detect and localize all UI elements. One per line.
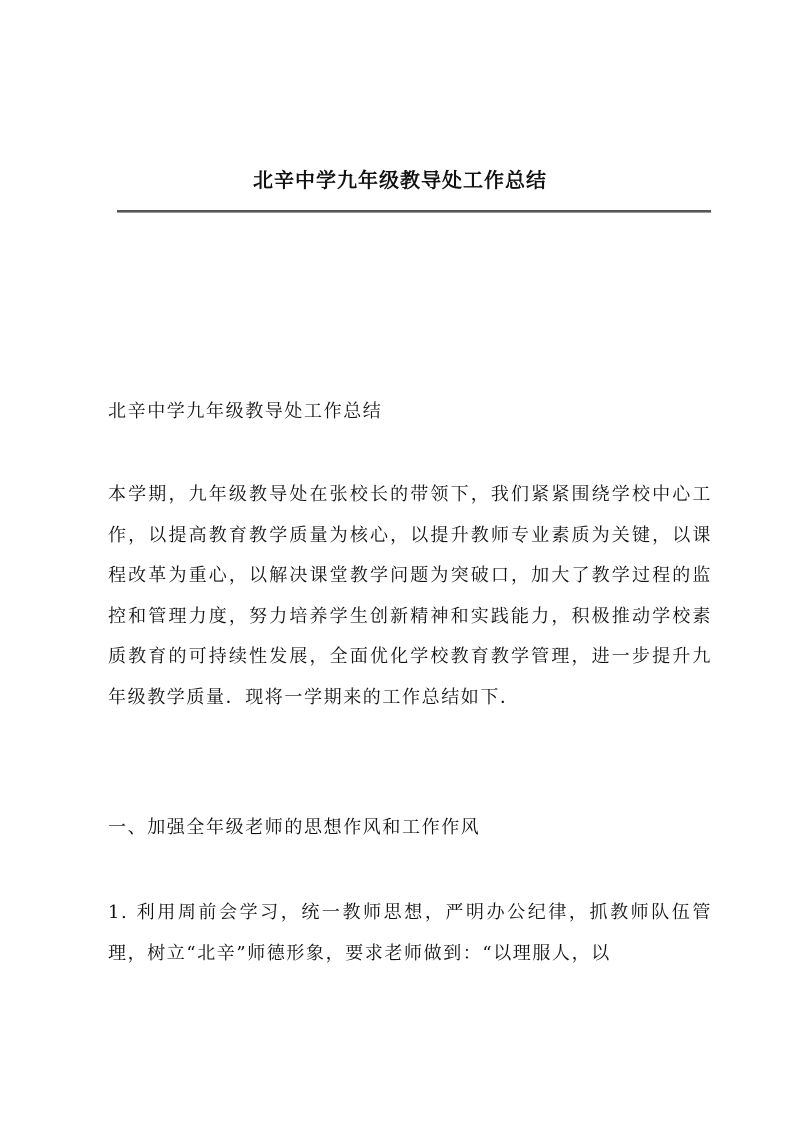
title-divider: [117, 210, 711, 212]
section-heading: 一、加强全年级老师的思想作风和工作作风: [108, 817, 481, 838]
document-subtitle: 北辛中学九年级教导处工作总结: [108, 401, 383, 422]
document-title: 北辛中学九年级教导处工作总结: [253, 168, 547, 192]
list-item: 1. 利用周前会学习，统一教师思想，严明办公纪律，抓教师队伍管理，树立“北辛”师德形象，要求老师做到：“以理服人，以: [108, 902, 712, 964]
intro-paragraph: 本学期，九年级教导处在张校长的带领下，我们紧紧围绕学校中心工作，以提高教育教学质量为核心，以提升教师专业素质为关键，以课程改革为重心，以解决课堂教学问题为突破口，加大了教学过程的监控和管理力度，努力培养学生创新精神和实践能力，积极推动学校素质教育的可持续性发展，全面优化学校教育教学管理，进一步提升九年级教学质量．现将一学期来的工作总结如下．: [108, 484, 712, 708]
